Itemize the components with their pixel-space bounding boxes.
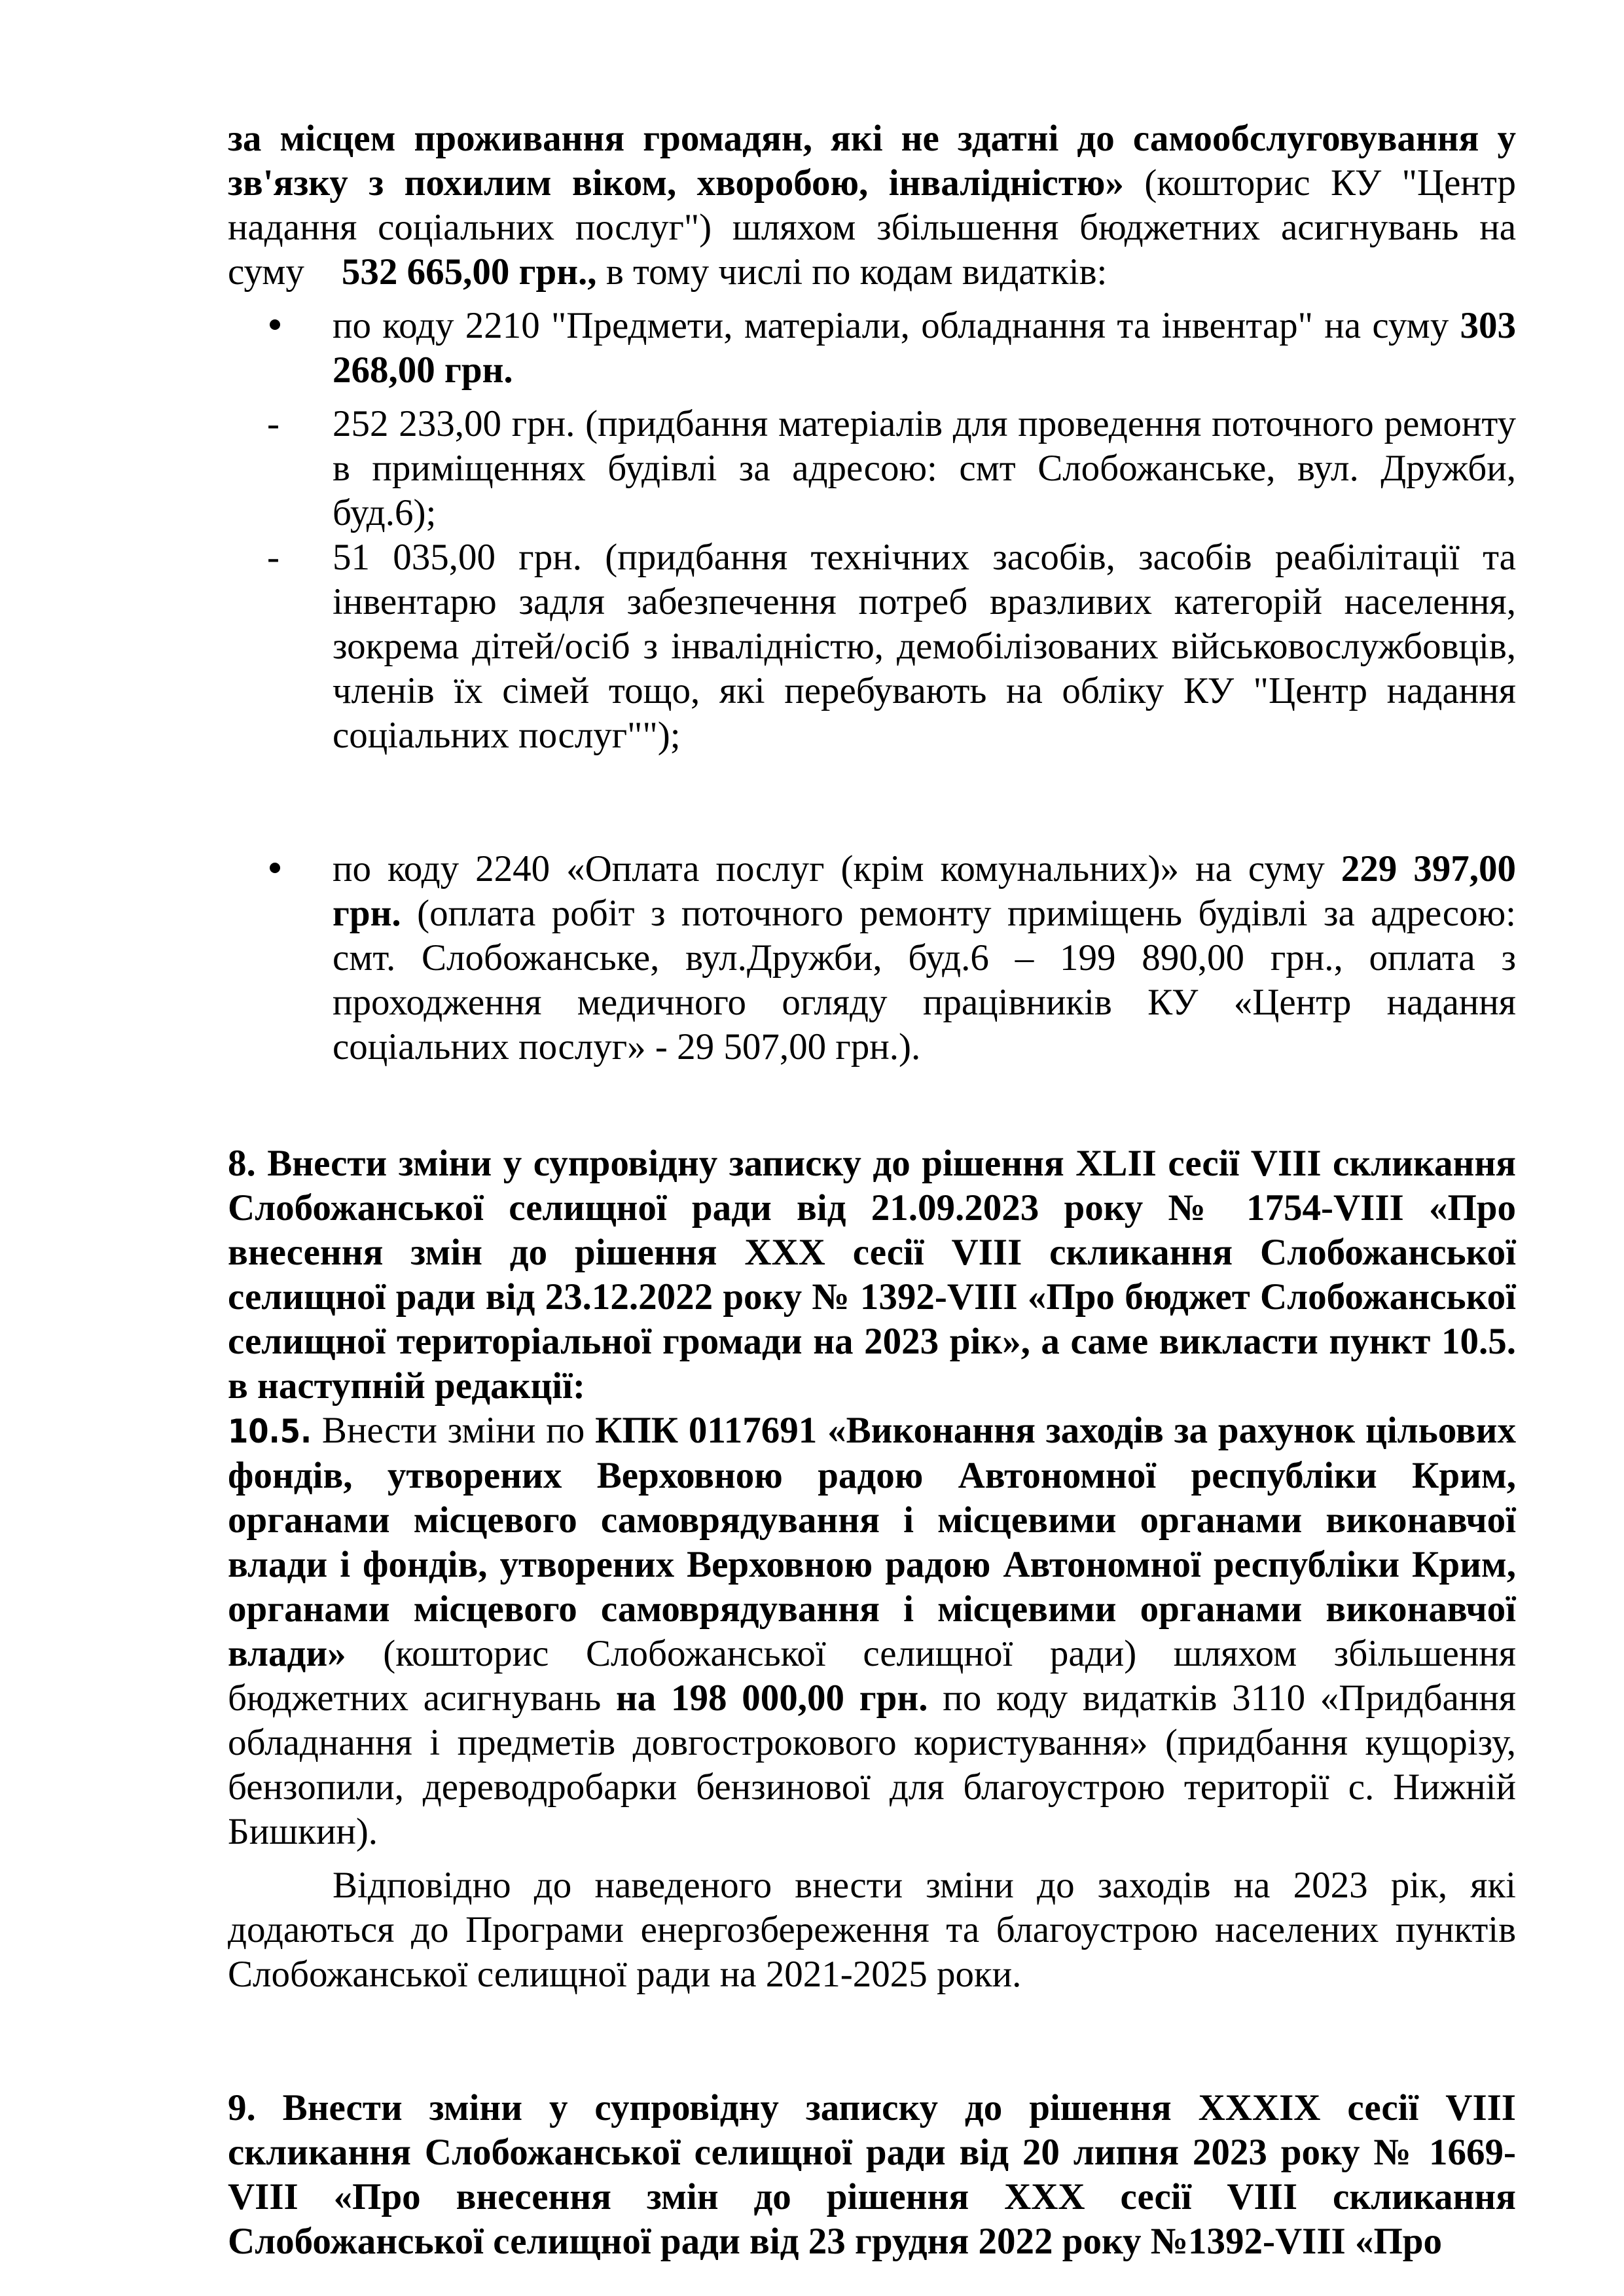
intro-tail: в тому числі по кодам видатків:	[596, 251, 1108, 293]
document-page	[228, 117, 1516, 2264]
list-item	[228, 847, 1516, 1069]
bullet-icon	[267, 847, 293, 891]
intro-paragraph	[228, 117, 1516, 295]
point-label: 10.5.	[228, 1412, 312, 1450]
point-amount: на 198 000,00 грн.	[615, 1677, 928, 1719]
item-amount: 229 397,00 грн.	[333, 848, 1516, 934]
item-text: 51 035,00 грн. (придбання технічних засобів, засобів реабілітації та інвентарю задля забезпечення потреб вразливих категорій населення, зокрема дітей/осіб з інвалідністю, демобілізованих військовослужбовців, членів їх сімей тощо, які перебувають на обліку КУ "Центр надання соціальних послуг"");	[333, 537, 1516, 756]
list-item	[228, 304, 1516, 393]
item-text: по коду 2210 "Предмети, матеріали, обладнання та інвентар" на суму	[333, 305, 1460, 346]
followup-paragraph: Відповідно до наведеного внести зміни до заходів на 2023 рік, які додаються до Програми енергозбереження та благоустрою населених пунктів Слобожанської селищної ради на 2021-2025 роки.	[228, 1865, 1516, 1995]
intro-bold-text: за місцем проживання громадян, які не здатні до самообслуговування у зв'язку з похилим віком, хворобою, інвалідністю»	[228, 118, 1516, 204]
dash-marker: -	[267, 403, 280, 444]
point-text: (кошторис Слобожанської селищної ради) шляхом збільшення бюджетних асигнувань	[228, 1633, 1516, 1719]
point-10-5	[228, 1408, 1516, 1854]
point-kpk-bold: КПК 0117691 «Виконання заходів за рахунок цільових фондів, утворених Верховною радою Автономної республіки Крим, органами місцевого самоврядування і місцевими органами виконавчої влади і фондів, утворених Верховною радою Автономної республіки Крим, органами місцевого самоврядування і місцевими органами виконавчої влади»	[228, 1410, 1516, 1674]
section-8-heading: 8. Внести зміни у супровідну записку до рішення XLII сесії VIII скликання Слобожанської селищної ради від 21.09.2023 року № 1754-VIII «Про внесення змін до рішення XXX сесії VIII скликання Слобожанської селищної ради від 23.12.2022 року № 1392-VIII «Про бюджет Слобожанської селищної територіальної громади на 2023 рік», а саме викласти пункт 10.5. в наступній редакції:	[228, 1143, 1516, 1407]
section-9-heading: 9. Внести зміни у супровідну записку до рішення XXXIX сесії VIII скликання Слобожанської селищної ради від 20 липня 2023 року № 1669-VIII «Про внесення змін до рішення XXX сесії VIII скликання Слобожанської селищної ради від 23 грудня 2022 року №1392-VIII «Про	[228, 2087, 1516, 2262]
intro-text: (кошторис КУ "Центр надання соціальних послуг") шляхом збільшення бюджетних асигнувань на суму	[228, 162, 1516, 293]
item-amount: 303 268,00 грн.	[333, 305, 1516, 391]
intro-amount: 532 665,00 грн.,	[341, 251, 597, 293]
point-text: по коду видатків 3110 «Придбання обладнання і предметів довгострокового користування» (придбання кущорізу, бензопили, дереводробарки бензинової для благоустрою території с. Нижній Бишкин).	[228, 1677, 1516, 1852]
list-item	[228, 535, 1516, 758]
item-text: 252 233,00 грн. (придбання матеріалів для проведення поточного ремонту в приміщеннях будівлі за адресою: смт Слобожанське, вул. Дружби, буд.6);	[333, 403, 1516, 533]
dash-marker: -	[267, 537, 280, 578]
list-item	[228, 402, 1516, 535]
expense-list	[228, 304, 1516, 1069]
item-text: по коду 2240 «Оплата послуг (крім комунальних)» на суму	[333, 848, 1341, 889]
point-text: Внести зміни по	[312, 1410, 596, 1451]
bullet-icon	[267, 304, 293, 348]
item-tail: (оплата робіт з поточного ремонту приміщень будівлі за адресою: смт. Слобожанське, вул.Дружби, буд.6 – 199 890,00 грн., оплата з проходження медичного огляду працівників КУ «Центр надання соціальних послуг» - 29 507,00 грн.).	[333, 893, 1516, 1067]
